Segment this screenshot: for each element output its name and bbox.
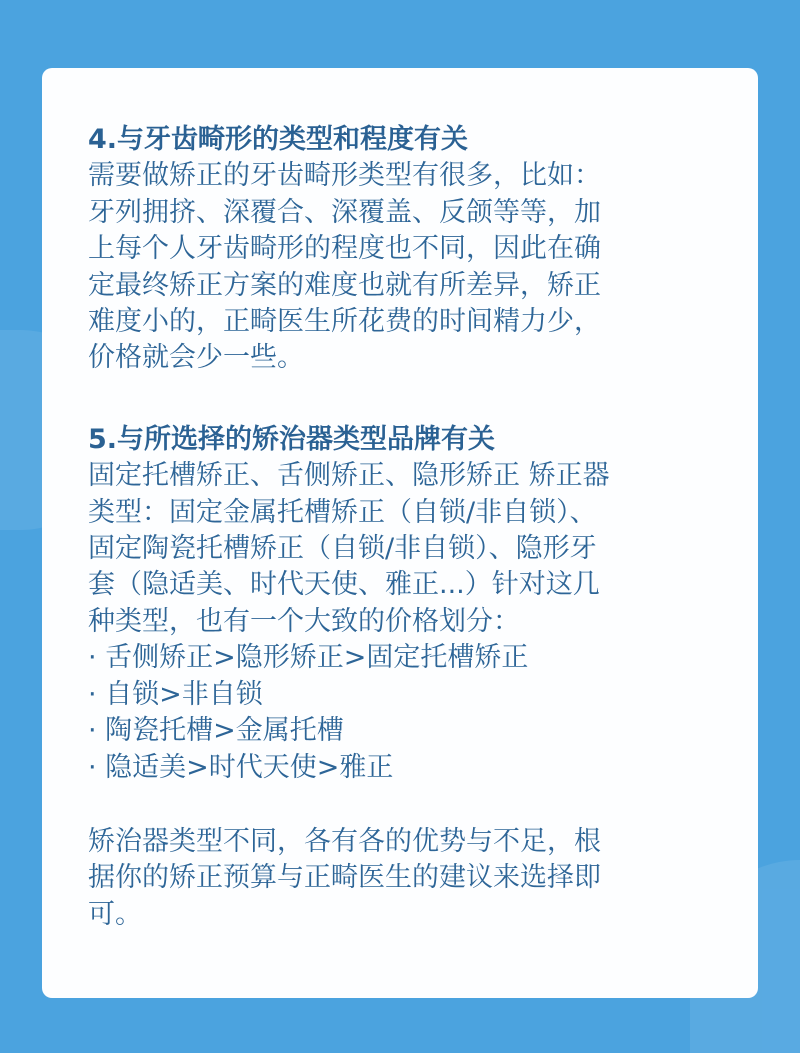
- paragraph-line: 定最终矫正方案的难度也就有所差异，矫正: [88, 269, 601, 301]
- conclusion-line: 据你的矫正预算与正畸医生的建议来选择即: [88, 862, 601, 894]
- section-5-heading: 5.与所选择的矫治器类型品牌有关: [88, 423, 496, 455]
- paragraph-line: 类型：固定金属托槽矫正（自锁/非自锁）、: [88, 496, 597, 528]
- bullet-item: · 陶瓷托槽>金属托槽: [88, 715, 344, 747]
- paragraph-line: 需要做矫正的牙齿畸形类型有很多，比如：: [88, 160, 601, 192]
- bullet-item: · 隐适美>时代天使>雅正: [88, 751, 394, 783]
- paragraph-line: 套（隐适美、时代天使、雅正...）针对这几: [88, 569, 600, 601]
- paragraph-line: 固定陶瓷托槽矫正（自锁/非自锁）、隐形牙: [88, 533, 597, 565]
- bullet-item: · 舌侧矫正>隐形矫正>固定托槽矫正: [88, 642, 529, 674]
- paragraph-line: 牙列拥挤、深覆合、深覆盖、反颌等等，加: [88, 196, 601, 228]
- conclusion-line: 矫治器类型不同，各有各的优势与不足，根: [88, 825, 601, 857]
- article-body: [88, 122, 728, 933]
- paragraph-line: 种类型，也有一个大致的价格划分：: [88, 605, 520, 637]
- section-4-heading: 4.与牙齿畸形的类型和程度有关: [88, 124, 469, 155]
- conclusion-line: 可。: [88, 898, 142, 930]
- paragraph-line: 价格就会少一些。: [88, 342, 304, 374]
- bullet-item: · 自锁>非自锁: [88, 678, 263, 710]
- paragraph-line: 固定托槽矫正、舌侧矫正、隐形矫正 矫正器: [88, 460, 610, 492]
- paragraph-line: 难度小的，正畸医生所花费的时间精力少，: [88, 306, 601, 338]
- paragraph-line: 上每个人牙齿畸形的程度也不同，因此在确: [88, 233, 601, 265]
